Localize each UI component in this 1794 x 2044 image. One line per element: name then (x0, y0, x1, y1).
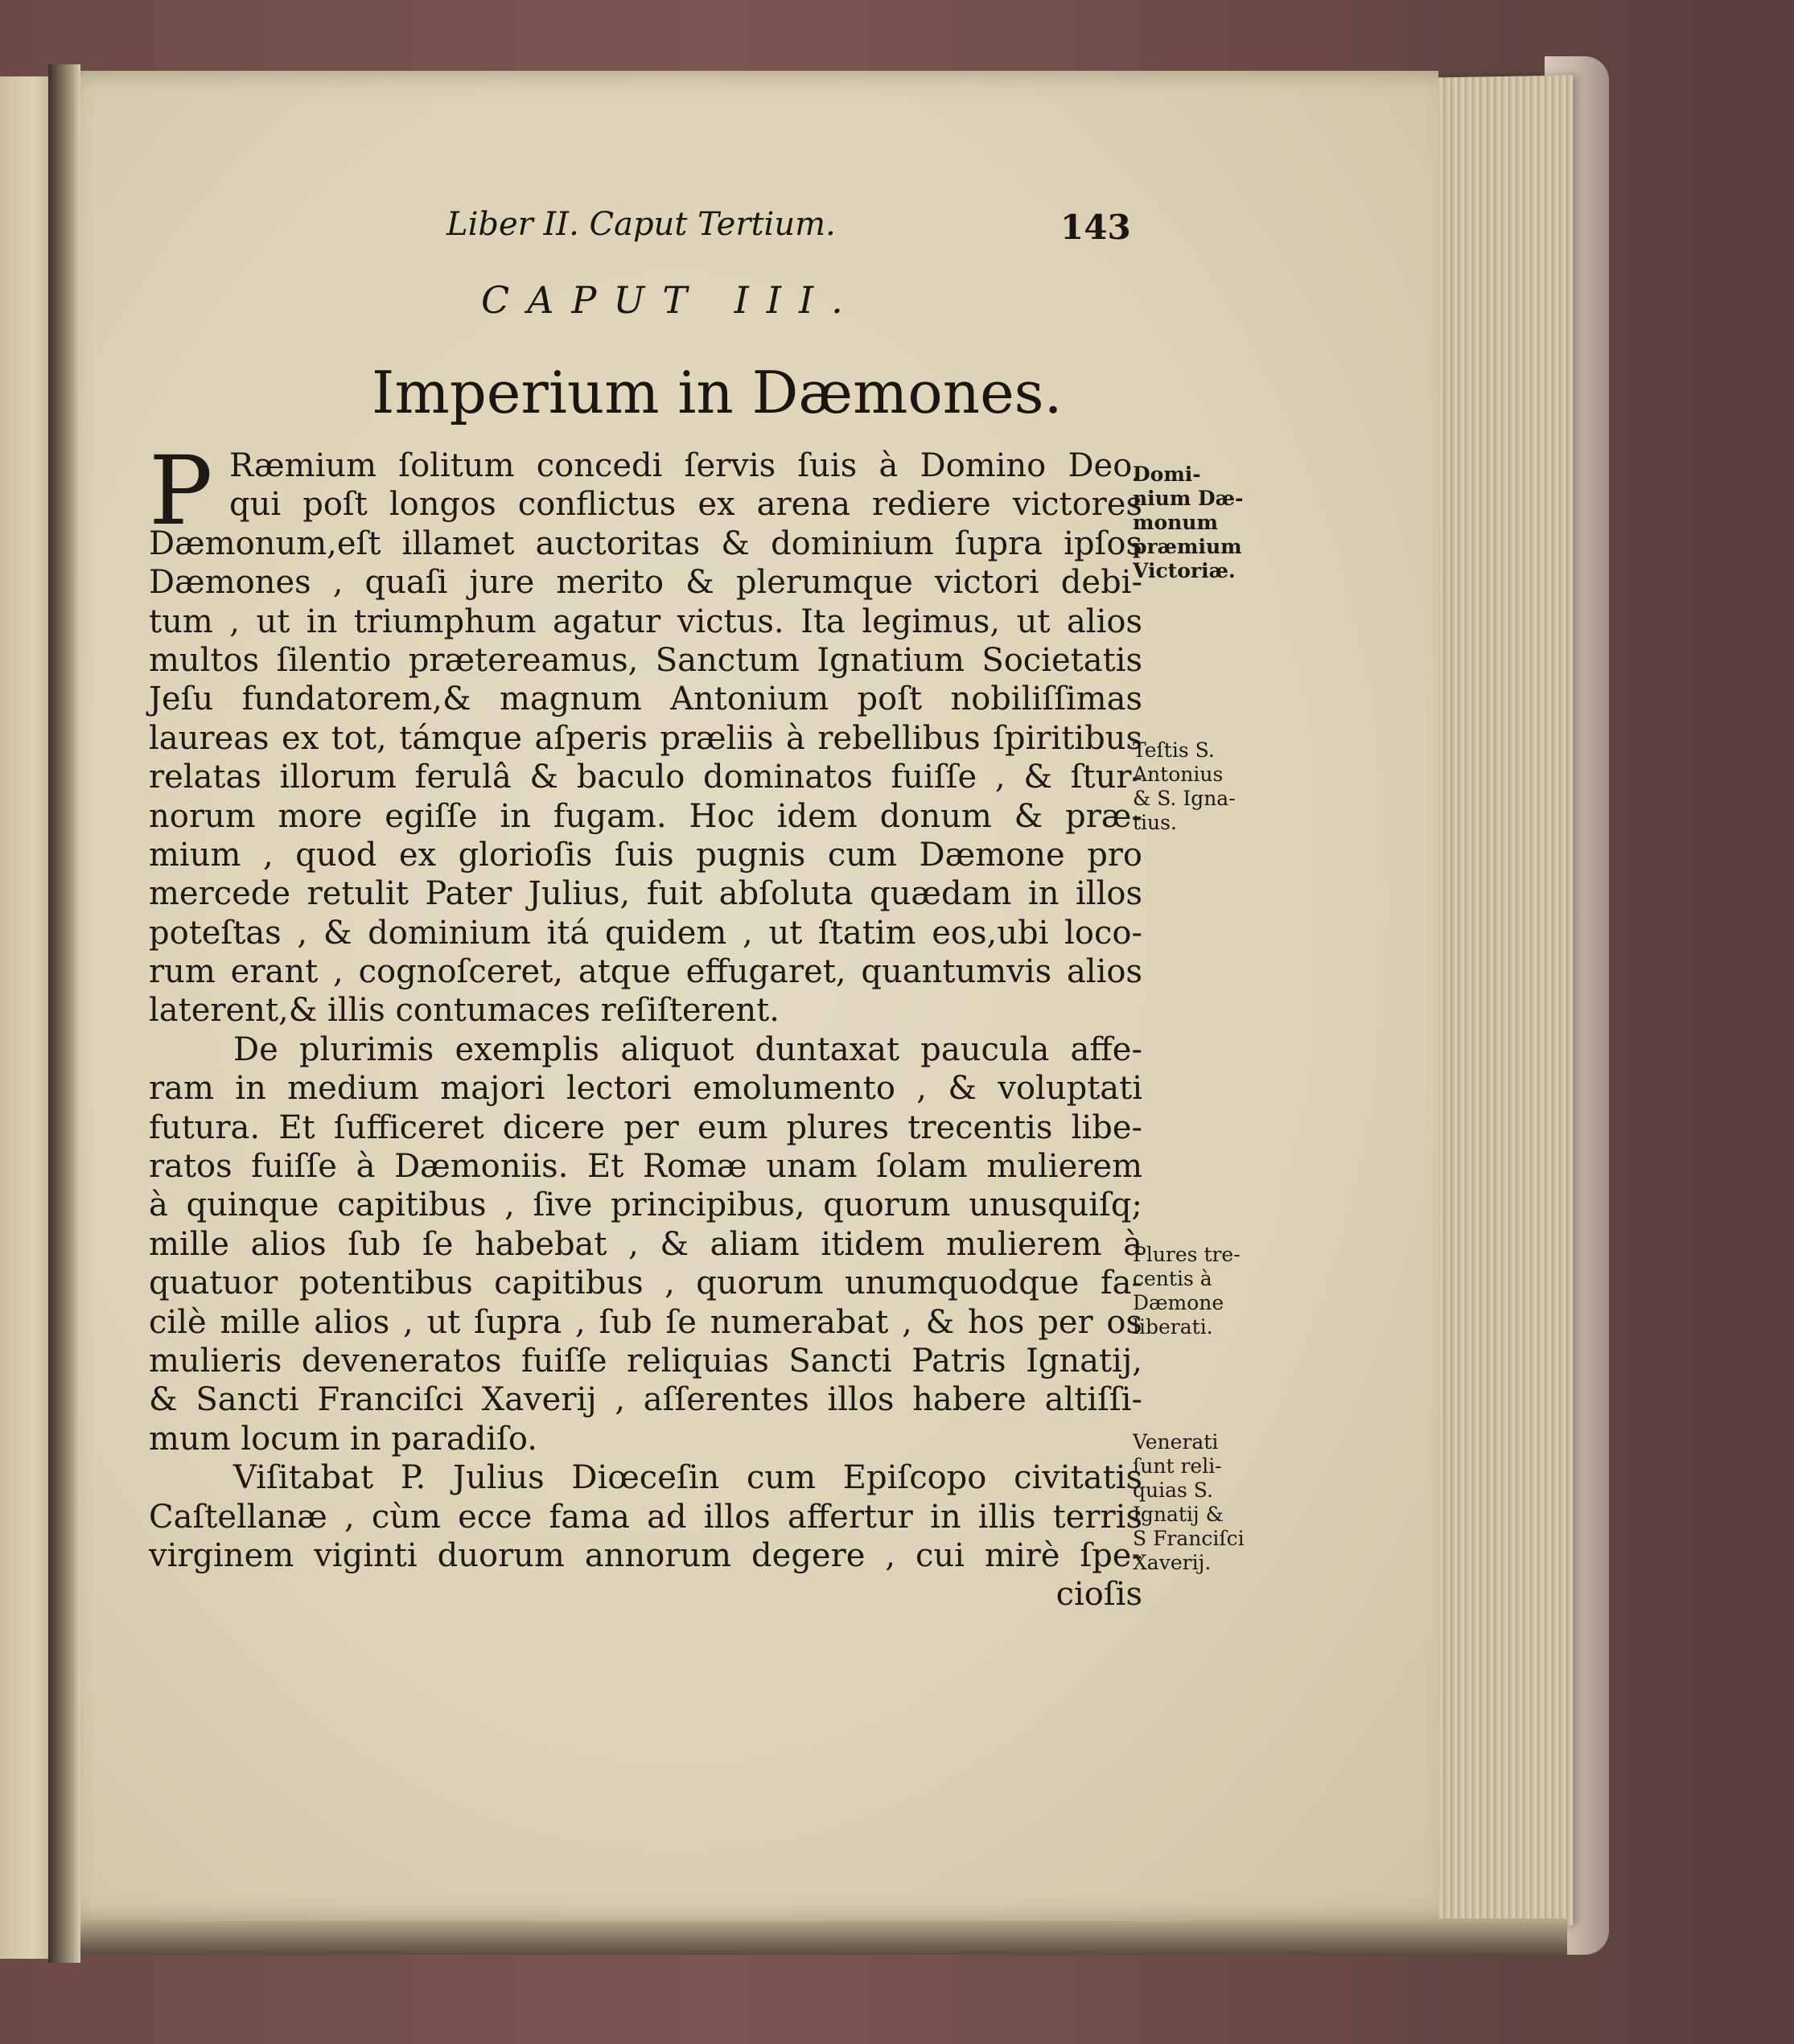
page-bottom-edge (55, 1919, 1567, 1955)
chapter-label: CAPUT III. (481, 278, 861, 322)
text-line: rum erant , cognoſceret, atque effugaret, quantumvis alios (149, 953, 1142, 991)
text-line: ratos fuiſſe à Dæmoniis. Et Romæ unam ſolam mulierem (149, 1148, 1142, 1186)
text-line: Dæmonum,eſt illamet auctoritas & dominium ſupra ipſos (149, 524, 1142, 562)
text-line: tum , ut in triumphum agatur victus. Ita legimus, ut alios (149, 603, 1142, 640)
margin-note-line: Dæmone (1133, 1291, 1224, 1314)
text-line: Ræmium ſolitum concedi ſervis ſuis à Domino Deo, (229, 447, 1142, 484)
page-fore-edge (1432, 75, 1573, 1927)
margin-note (1133, 1430, 1286, 1575)
text-line: multos ſilentio prætereamus, Sanctum Ignatium Societatis (149, 641, 1142, 679)
page-number: 143 (1060, 208, 1131, 247)
text-line: mulieris deveneratos fuiſſe reliquias Sancti Patris Ignatij, (149, 1342, 1142, 1380)
text-line: qui poſt longos conflictus ex arena rediere victores (229, 486, 1142, 524)
margin-note-line: præmium (1133, 535, 1242, 558)
margin-note-line: nium Dæ- (1133, 487, 1244, 510)
text-line: mium , quod ex glorioſis ſuis pugnis cum Dæmone pro (149, 836, 1142, 874)
text-line: Jeſu fundatorem,& magnum Antonium poſt nobiliſſimas (149, 681, 1142, 718)
text-line: quatuor potentibus capitibus , quorum unumquodque fa- (149, 1265, 1142, 1302)
margin-note-line: Venerati (1133, 1430, 1219, 1454)
margin-note-line: Plures tre- (1133, 1243, 1241, 1266)
margin-note-line: S Franciſci (1133, 1527, 1245, 1550)
running-head: Liber II. Caput Tertium. (446, 206, 836, 243)
margin-note (1133, 1243, 1286, 1339)
text-line: futura. Et ſufficeret dicere per eum plures trecentis libe- (149, 1108, 1142, 1146)
text-line: laureas ex tot, támque aſperis præliis à rebellibus ſpiritibus (149, 719, 1142, 757)
text-line: Caſtellanæ , cùm ecce fama ad illos affertur in illis terris (149, 1498, 1142, 1536)
margin-note-line: Xaverij. (1133, 1551, 1212, 1574)
drop-cap: P (149, 435, 213, 546)
text-line: norum more egiſſe in fugam. Hoc idem donum & præ- (149, 797, 1142, 835)
catchword: cioſis (1055, 1576, 1142, 1614)
margin-note-line: monum (1133, 511, 1218, 534)
margin-note-line: centis à (1133, 1267, 1212, 1290)
text-line: à quinque capitibus , ſive principibus, quorum unusquiſq; (149, 1187, 1142, 1224)
text-line: Dæmones , quaſi jure merito & plerumque victori debi- (149, 564, 1142, 602)
margin-note-line: & S. Igna- (1133, 787, 1236, 810)
margin-note-line: Antonius (1133, 763, 1224, 786)
text-line: mille alios ſub ſe habebat , & aliam itidem mulierem à (149, 1225, 1142, 1263)
margin-note-line: Domi- (1133, 463, 1201, 486)
margin-note-line: tius. (1133, 811, 1177, 834)
margin-note-line: Teſtis S. (1133, 738, 1215, 762)
text-line: Viſitabat P. Julius Diœceſin cum Epiſcopo civitatis (233, 1459, 1142, 1497)
chapter-title: Imperium in Dæmones. (372, 359, 1063, 426)
text-line: mercede retulit Pater Julius, fuit abſoluta quædam in illos (149, 875, 1142, 913)
text-line: cilè mille alios , ut ſupra , ſub ſe numerabat , & hos per os (149, 1303, 1142, 1341)
text-line: laterent,& illis contumaces reſiſterent. (149, 992, 780, 1030)
body-text (149, 435, 1142, 1614)
book-gutter (48, 64, 80, 1963)
text-line: virginem viginti duorum annorum degere , cui mirè ſpe- (149, 1536, 1142, 1574)
margin-note-line: quias S. (1133, 1479, 1213, 1502)
text-line: poteſtas , & dominium itá quidem , ut ſtatim eos,ubi loco- (149, 914, 1142, 952)
text-line: mum locum in paradiſo. (149, 1420, 538, 1458)
margin-note-line: ſunt reli- (1133, 1454, 1222, 1478)
text-line: relatas illorum ferulâ & baculo dominatos fuiſſe , & ſtur- (149, 759, 1142, 796)
margin-note-line: Victoriæ. (1133, 559, 1236, 582)
text-line: ram in medium majori lectori emolumento , & voluptati (149, 1070, 1142, 1108)
text-line: & Sancti Franciſci Xaverij , aſſerentes illos habere altiſſi- (149, 1381, 1142, 1419)
text-line: De plurimis exemplis aliquot duntaxat paucula affe- (233, 1030, 1142, 1068)
margin-note-line: liberati. (1133, 1315, 1213, 1339)
margin-note-line: Ignatij & (1133, 1503, 1224, 1526)
margin-note (1133, 738, 1286, 835)
margin-note (1133, 463, 1286, 583)
